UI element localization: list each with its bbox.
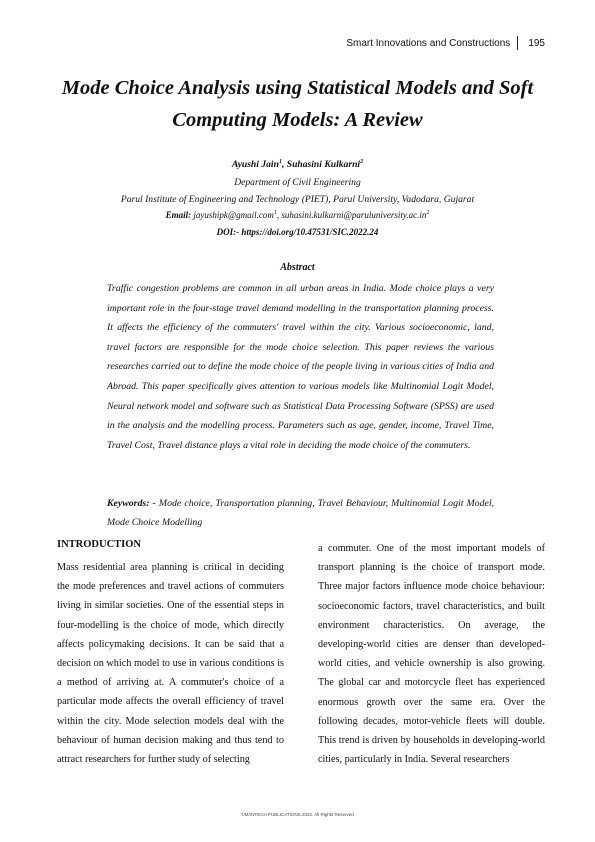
author-name: Ayushi Jain <box>231 159 279 171</box>
keywords <box>107 494 494 532</box>
copyright-footer: ©MANTECH PUBLICATIONS 2022. All Rights Reserved <box>241 812 354 817</box>
institution: Parul Institute of Engineering and Technology (PIET), Parul University, Vadodara, Gujarat <box>120 194 475 205</box>
email-line: Email: jayushipk@gmail.com$^1$, $suhasini.kulkarni@paruluniversity.ac.in^2$ <box>165 210 430 220</box>
abstract-text: Traffic congestion problems are common in all urban areas in India. Mode choice plays a very important role in the four-stage travel demand modelling in the transportation planning process. It affects the efficiency of the commuters' travel within the city. Various socioeconomic, land, travel factors are responsible for the mode choice selection. This paper reviews the various researches carried out to define the mode choice of the people living in various cities of India and Abroad. This paper specifically gives attention to various models like Multinomial Logit Model, Neural network model and software such as Statistical Data Processing Software (SPSS) are used in the analysis and the modelling process. Parameters such as age, gender, income, Travel Time, Travel Cost, Travel distance plays a vital role in deciding the mode choice of the commuters. <box>107 283 494 451</box>
doi-link[interactable]: DOI:- https://doi.org/10.47531/SIC.2022.24 <box>216 227 379 237</box>
author-affiliation-mark: 1 <box>278 159 282 165</box>
author-affiliation-mark: 2 <box>360 159 364 165</box>
department: Department of Civil Engineering <box>234 177 361 188</box>
email-label: Email: <box>165 210 192 220</box>
journal-name: Smart Innovations and Constructions <box>346 37 511 49</box>
keywords-label: Keywords: - <box>107 498 156 509</box>
page-number: 195 <box>528 37 545 49</box>
header-divider <box>517 36 518 50</box>
author-list: Ayushi Jain$^1$, Suhasini Kulkarni$^2$ <box>231 159 364 171</box>
email-link[interactable]: suhasini.kulkarni@paruluniversity.ac.in <box>281 210 427 220</box>
running-head <box>346 36 545 50</box>
section-heading-introduction: INTRODUCTION <box>57 539 142 550</box>
body-column-right: a commuter. One of the most important models of transport planning is the choice of transport mode. Three major factors influence mode choice behaviour: socioeconomic factors, travel characteristics, and built environment characteristics. On average, the developing-world cities are denser than developed-world cities, and vehicle ownership is also growing. The global car and motorcycle fleet has experienced enormous growth over the same era. Over the following decades, motor-vehicle fleets will double. This trend is driven by households in developing-world cities, particularly in India. Several researchers <box>318 543 545 766</box>
email-link[interactable]: jayushipk@gmail.com <box>191 210 274 220</box>
keywords-text: Mode choice, Transportation planning, Travel Behaviour, Multinomial Logit Model, Mode Choice Modelling <box>107 498 494 528</box>
abstract-heading: Abstract <box>280 262 315 273</box>
paper-title: Mode Choice Analysis using Statistical Models and Soft Computing Models: A Review <box>61 77 534 131</box>
body-column-left: Mass residential area planning is critical in deciding the mode preferences and travel actions of commuters living in similar societies. One of the essential steps in four-modelling is the choice of mode, which directly affects policymaking decisions. It can be said that a decision on which model to use in various conditions is a method of arriving at. A commuter's choice of a particular mode affects the overall efficiency of travel within the city. Mode selection models deal with the behaviour of human decision making and thus tend to attract researchers for further study of selecting <box>57 562 284 766</box>
author-name: Suhasini Kulkarni <box>286 159 361 171</box>
